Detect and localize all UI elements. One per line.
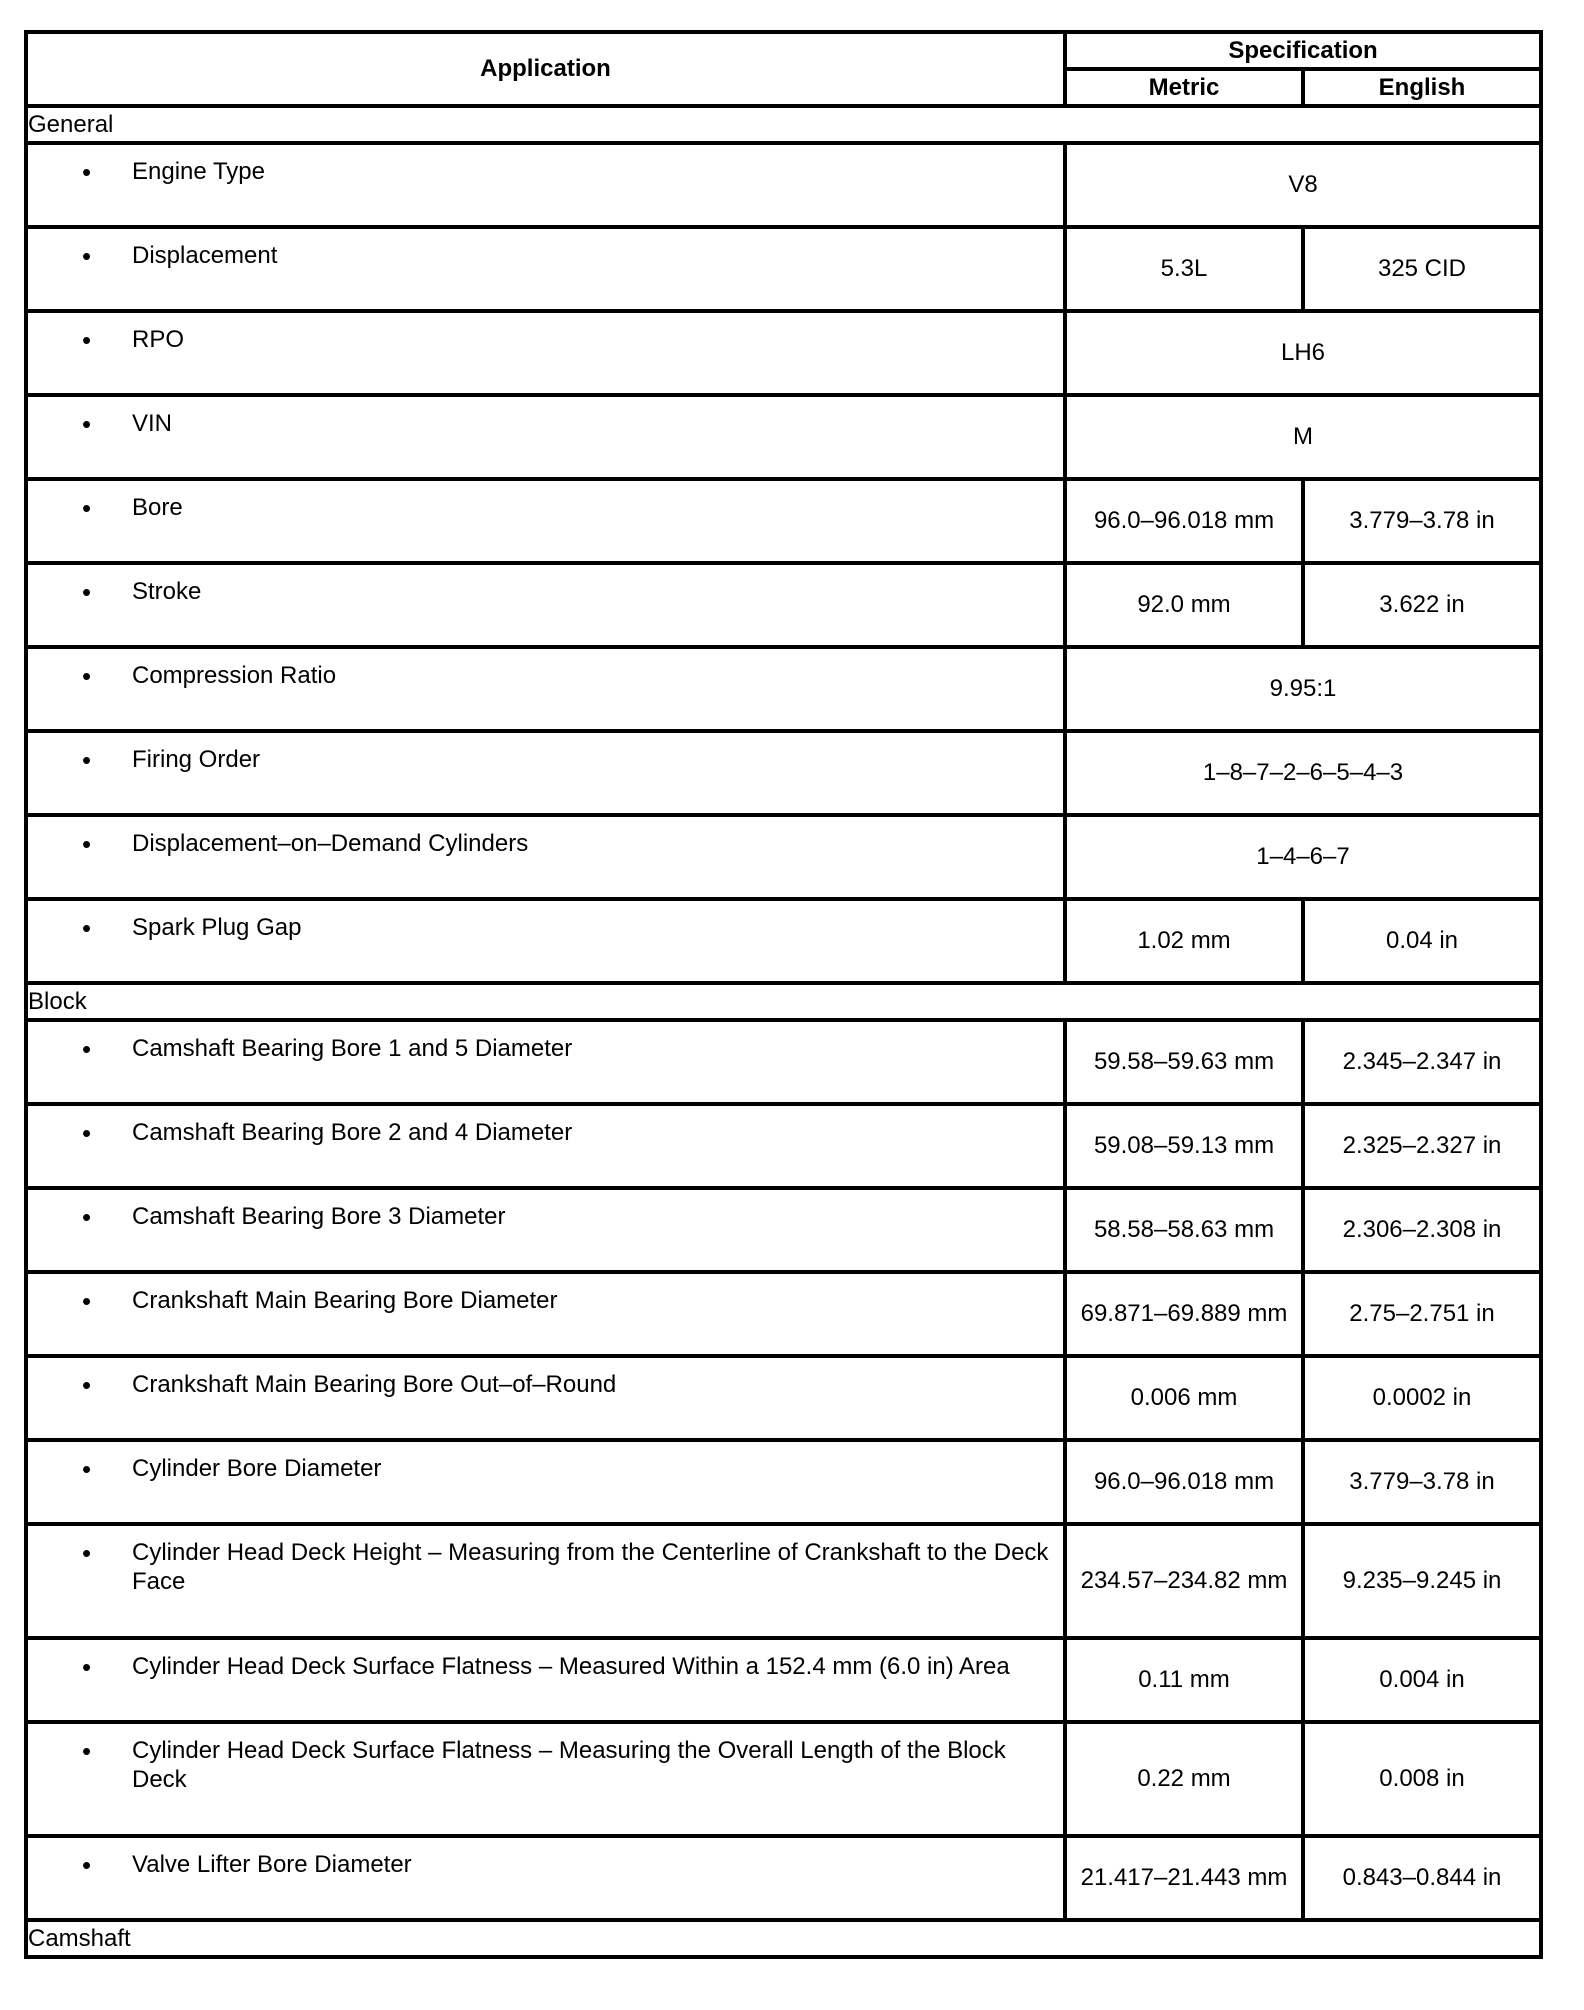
row-label: Bore [132,494,183,521]
english-value: 0.843–0.844 in [1303,1836,1541,1920]
metric-value: 21.417–21.443 mm [1065,1836,1303,1920]
table-row [26,731,1541,815]
english-header: English [1303,69,1541,106]
row-label: Cylinder Head Deck Height – Measuring from the Centerline of Crankshaft to the Deck Face [132,1539,1049,1595]
bullet-icon: • [82,493,92,523]
table-row [26,1638,1541,1722]
table-row [26,1356,1541,1440]
bullet-icon: • [82,661,92,691]
metric-value: 59.08–59.13 mm [1065,1104,1303,1188]
metric-value: 59.58–59.63 mm [1065,1020,1303,1104]
table-row [26,143,1541,227]
english-value: 0.0002 in [1303,1356,1541,1440]
metric-value: 69.871–69.889 mm [1065,1272,1303,1356]
bullet-icon: • [82,1538,92,1568]
row-label: Engine Type [132,158,265,185]
metric-value: 92.0 mm [1065,563,1303,647]
row-label: Stroke [132,578,202,605]
english-value: 325 CID [1303,227,1541,311]
combined-value: 9.95:1 [1065,647,1541,731]
metric-value: 234.57–234.82 mm [1065,1524,1303,1638]
row-label: RPO [132,326,185,353]
combined-value: M [1065,395,1541,479]
bullet-icon: • [82,409,92,439]
section-header-camshaft: Camshaft [26,1920,1541,1957]
section-header-block: Block [26,983,1541,1020]
table-row [26,1836,1541,1920]
row-label: Crankshaft Main Bearing Bore Diameter [132,1287,558,1314]
metric-header: Metric [1065,69,1303,106]
table-row [26,227,1541,311]
english-value: 2.325–2.327 in [1303,1104,1541,1188]
table-row [26,395,1541,479]
english-value: 2.75–2.751 in [1303,1272,1541,1356]
bullet-icon: • [82,1736,92,1766]
metric-value: 0.11 mm [1065,1638,1303,1722]
metric-value: 0.006 mm [1065,1356,1303,1440]
row-label: Camshaft Bearing Bore 3 Diameter [132,1203,506,1230]
combined-value: LH6 [1065,311,1541,395]
bullet-icon: • [82,1652,92,1682]
bullet-icon: • [82,1118,92,1148]
row-label: Camshaft Bearing Bore 2 and 4 Diameter [132,1119,573,1146]
english-value: 3.779–3.78 in [1303,1440,1541,1524]
row-label: Spark Plug Gap [132,914,302,941]
row-label: Cylinder Head Deck Surface Flatness – Measured Within a 152.4 mm (6.0 in) Area [132,1653,1010,1680]
bullet-icon: • [82,829,92,859]
english-value: 2.345–2.347 in [1303,1020,1541,1104]
english-value: 2.306–2.308 in [1303,1188,1541,1272]
table-row [26,1272,1541,1356]
bullet-icon: • [82,1034,92,1064]
row-label: Cylinder Bore Diameter [132,1455,382,1482]
metric-value: 1.02 mm [1065,899,1303,983]
bullet-icon: • [82,1850,92,1880]
bullet-icon: • [82,1202,92,1232]
metric-value: 5.3L [1065,227,1303,311]
table-row [26,311,1541,395]
english-value: 0.004 in [1303,1638,1541,1722]
row-label: Displacement [132,242,278,269]
table-row [26,563,1541,647]
table-row [26,899,1541,983]
bullet-icon: • [82,157,92,187]
section-header-general: General [26,106,1541,143]
row-label: VIN [132,410,173,437]
table-row [26,1020,1541,1104]
table-row [26,1524,1541,1638]
combined-value: V8 [1065,143,1541,227]
metric-value: 58.58–58.63 mm [1065,1188,1303,1272]
bullet-icon: • [82,1454,92,1484]
row-label: Valve Lifter Bore Diameter [132,1851,412,1878]
metric-value: 96.0–96.018 mm [1065,479,1303,563]
row-label: Firing Order [132,746,261,773]
table-row [26,647,1541,731]
table-row [26,479,1541,563]
bullet-icon: • [82,745,92,775]
metric-value: 0.22 mm [1065,1722,1303,1836]
table-row [26,1104,1541,1188]
bullet-icon: • [82,913,92,943]
application-header: Application [26,32,1065,106]
table-row [26,1440,1541,1524]
table-row [26,815,1541,899]
bullet-icon: • [82,577,92,607]
table-row [26,1188,1541,1272]
bullet-icon: • [82,325,92,355]
row-label: Camshaft Bearing Bore 1 and 5 Diameter [132,1035,573,1062]
english-value: 3.779–3.78 in [1303,479,1541,563]
english-value: 0.008 in [1303,1722,1541,1836]
bullet-icon: • [82,1370,92,1400]
row-label: Cylinder Head Deck Surface Flatness – Measuring the Overall Length of the Block Deck [132,1737,1006,1793]
row-label: Compression Ratio [132,662,337,689]
english-value: 9.235–9.245 in [1303,1524,1541,1638]
combined-value: 1–8–7–2–6–5–4–3 [1065,731,1541,815]
english-value: 0.04 in [1303,899,1541,983]
specification-table [24,30,1543,1959]
row-label: Crankshaft Main Bearing Bore Out–of–Round [132,1371,617,1398]
specification-header: Specification [1065,32,1541,69]
bullet-icon: • [82,241,92,271]
bullet-icon: • [82,1286,92,1316]
combined-value: 1–4–6–7 [1065,815,1541,899]
row-label: Displacement–on–Demand Cylinders [132,830,529,857]
english-value: 3.622 in [1303,563,1541,647]
metric-value: 96.0–96.018 mm [1065,1440,1303,1524]
table-row [26,1722,1541,1836]
